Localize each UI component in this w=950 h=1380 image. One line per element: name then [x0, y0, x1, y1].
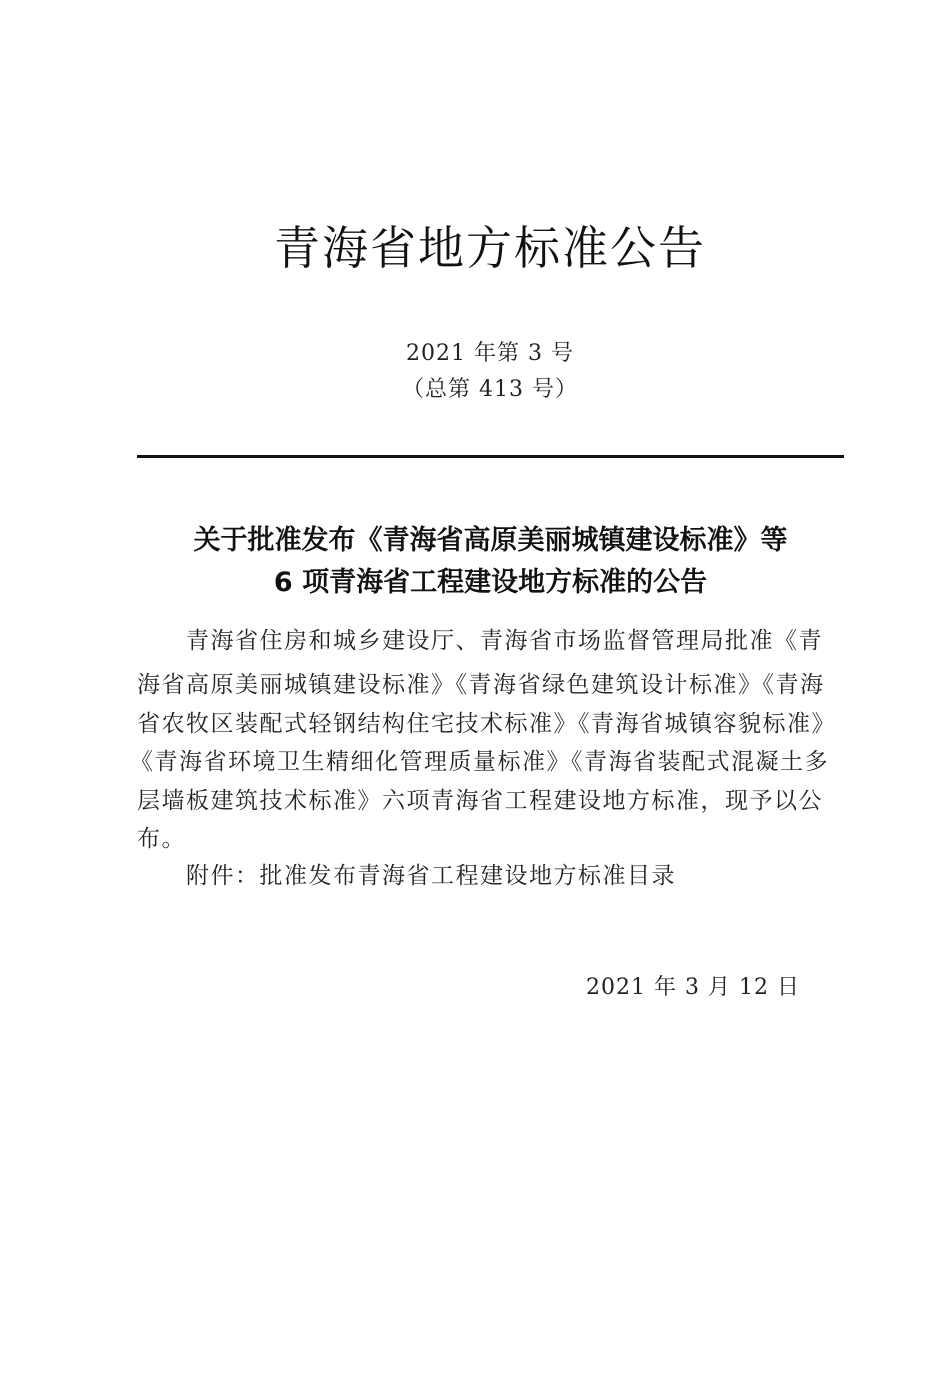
notice-title-line-2: 6 项青海省工程建设地方标准的公告 — [273, 567, 708, 598]
notice-title-line-1: 关于批准发布《青海省高原美丽城镇建设标准》等 — [193, 525, 788, 556]
body-line-3: 省农牧区装配式轻钢结构住宅技术标准》《青海省城镇容貌标准》 — [137, 711, 836, 737]
notice-date: 2021 年 3 月 12 日 — [586, 975, 800, 1000]
attachment-line: 附件：批准发布青海省工程建设地方标准目录 — [186, 863, 676, 889]
body-line-5: 层墙板建筑技术标准》六项青海省工程建设地方标准，现予以公 — [137, 788, 823, 814]
body-line-2: 海省高原美丽城镇建设标准》《青海省绿色建筑设计标准》《青海 — [137, 672, 825, 698]
total-issue-number: （总第 413 号） — [402, 377, 578, 402]
page-title: 青海省地方标准公告 — [274, 221, 706, 275]
header-divider — [137, 455, 844, 458]
issue-number: 2021 年第 3 号 — [406, 341, 574, 366]
body-line-4: 《青海省环境卫生精细化管理质量标准》《青海省装配式混凝土多 — [130, 749, 829, 775]
body-line-6: 布。 — [137, 826, 186, 852]
body-line-1: 青海省住房和城乡建设厅、青海省市场监督管理局批准《青 — [186, 628, 823, 654]
